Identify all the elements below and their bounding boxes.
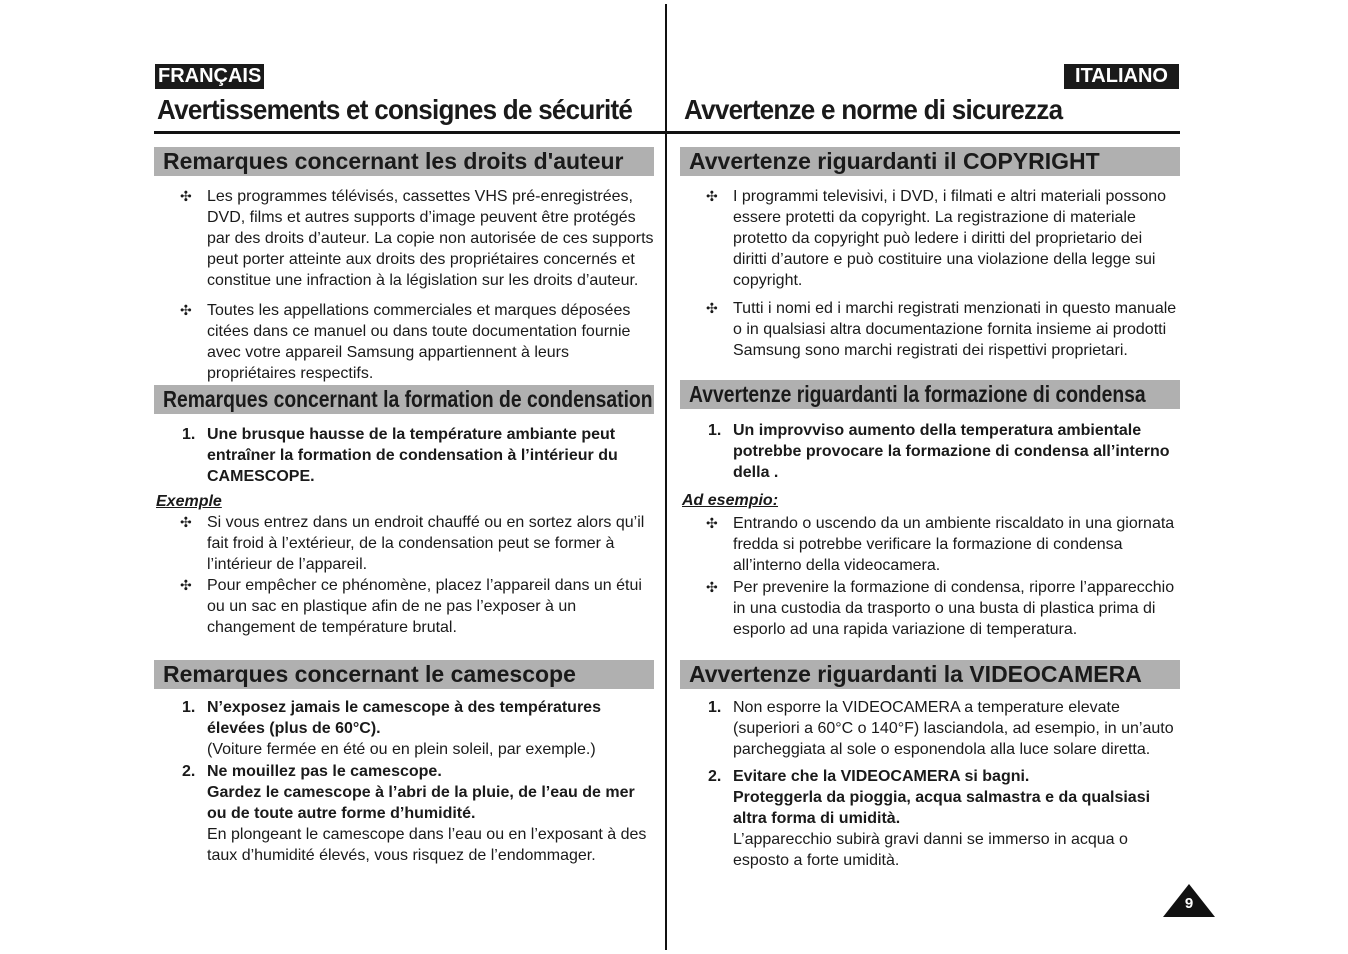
title-underline-left [154,131,666,134]
item-number: 2. [182,763,196,780]
page-title-italian: Avvertenze e norme di sicurezza [684,94,1063,125]
list-item [180,186,655,291]
item-bold-text: Ne mouillez pas le camescope. [207,763,442,780]
camcorder-list-fr [180,697,655,866]
bullet-text: Si vous entrez dans un endroit chauffé ou en sortez alors qu’il fait froid à l’extérieur, de la condensation peut se former à l’intérieur de l’appareil. [207,514,645,573]
list-item [180,575,655,638]
section-heading-camcorder-fr: Remarques concernant le camescope [154,660,654,689]
item-bold-text: Evitare che la VIDEOCAMERA si bagni. [733,768,1030,785]
item-text: Un improvviso aumento della temperatura ambientale potrebbe provocare la formazione di condensa all’interno della . [733,422,1170,481]
column-divider [665,4,667,950]
example-label-it: Ad esempio: [682,492,779,509]
condensation-item-fr [180,424,655,487]
item-number: 1. [182,699,196,716]
list-item [706,697,1180,760]
section-heading-text: Remarques concernant la formation de condensation [163,386,653,412]
bullet-icon: ✣ [180,514,192,530]
bullet-icon: ✣ [706,300,718,316]
section-heading-text: Avvertenze riguardanti la formazione di condensa [689,381,1146,407]
item-bold-text: Gardez le camescope à l’abri de la pluie, de l’eau de mer ou de toute autre forme d’humidité. [207,784,635,822]
bullet-icon: ✣ [706,515,718,531]
condensation-bullets-fr [180,512,655,638]
copyright-list-fr [180,186,655,384]
page-number: 9 [1184,895,1194,912]
list-item [706,766,1180,871]
bullet-text: I programmi televisivi, i DVD, i filmati e altri materiali possono essere protetti da copyright. La registrazione di materiale protetto da copyright può ledere i diritti del proprietario dei diritti d’autore e può costituire una violazione della legge sui copyright. [733,188,1167,289]
copyright-list-it [706,186,1180,361]
item-text: L’apparecchio subirà gravi danni se immerso in acqua o esposto a forte umidità. [733,831,1128,869]
bullet-icon: ✣ [180,188,192,204]
bullet-icon: ✣ [180,577,192,593]
bullet-text: Entrando o uscendo da un ambiente riscaldato in una giornata fredda si potrebbe verificare la formazione di condensa all’interno della videocamera. [733,515,1175,574]
bullet-text: Pour empêcher ce phénomène, placez l’appareil dans un étui ou un sac en plastique afin de ne pas l’exposer à un changement de température brutal. [207,577,642,636]
example-label-fr: Exemple [156,493,222,510]
item-number: 1. [182,426,196,443]
item-bold-text: Proteggerla da pioggia, acqua salmastra e da qualsiasi altra forma di umidità. [733,789,1151,827]
item-text: (Voiture fermée en été ou en plein soleil, par exemple.) [207,741,596,758]
item-text: En plongeant le camescope dans l’eau ou en l’exposant à des taux d’humidité élevés, vous risquez de l’endommager. [207,826,647,864]
section-heading-condensation-it [680,380,1180,409]
bullet-text: Tutti i nomi ed i marchi registrati menzionati in questo manuale o in qualsiasi altra documentazione fornita insieme ai prodotti Samsung sono marchi registrati dei rispettivi proprietari. [733,300,1177,359]
section-heading-condensation-fr [154,385,654,414]
bullet-text: Toutes les appellations commerciales et marques déposées citées dans ce manuel ou dans toute documentation fournie avec votre appareil Samsung appartiennent à leurs propriétaires respectifs. [207,302,631,382]
item-bold-text: N’exposez jamais le camescope à des températures élevées (plus de 60°C). [207,699,601,737]
condensation-item-it [706,420,1180,483]
bullet-text: Les programmes télévisés, cassettes VHS pré-enregistrées, DVD, films et autres supports d’image peuvent être protégés par des droits d’auteur. La copie non autorisée de ces supports peut porter atteinte aux droits des propriétaires concernés et constitue une infraction à la législation sur les droits d’auteur. [207,188,654,289]
section-heading-copyright-it: Avvertenze riguardanti il COPYRIGHT [680,147,1180,176]
item-number: 1. [708,699,722,716]
list-item [706,298,1180,361]
list-item [180,424,655,487]
bullet-icon: ✣ [706,188,718,204]
section-heading-copyright-fr: Remarques concernant les droits d'auteur [154,147,654,176]
list-item [180,512,655,575]
page-title-french: Avertissements et consignes de sécurité [157,94,633,125]
section-heading-camcorder-it: Avvertenze riguardanti la VIDEOCAMERA [680,660,1180,689]
list-item [180,761,655,866]
language-label-italian: ITALIANO [1064,64,1179,89]
list-item [180,697,655,760]
list-item [706,577,1180,640]
language-label-french: FRANÇAIS [155,64,264,89]
bullet-icon: ✣ [706,579,718,595]
item-text: Une brusque hausse de la température ambiante peut entraîner la formation de condensation à l’intérieur du CAMESCOPE. [207,426,618,485]
camcorder-list-it [706,697,1180,871]
bullet-text: Per prevenire la formazione di condensa, riporre l’apparecchio in una custodia da trasporto o una busta di plastica prima di esporlo ad una rapida variazione di temperatura. [733,579,1175,638]
item-number: 2. [708,768,722,785]
title-underline-right [667,131,1180,134]
list-item [706,420,1180,483]
list-item [180,300,655,384]
bullet-icon: ✣ [180,302,192,318]
list-item [706,513,1180,576]
list-item [706,186,1180,291]
condensation-bullets-it [706,513,1180,640]
item-number: 1. [708,422,722,439]
item-text: Non esporre la VIDEOCAMERA a temperature elevate (superiori a 60°C o 140°F) lasciandola, ad esempio, in un’auto parcheggiata al sole o esponendola alla luce solare diretta. [733,699,1174,758]
